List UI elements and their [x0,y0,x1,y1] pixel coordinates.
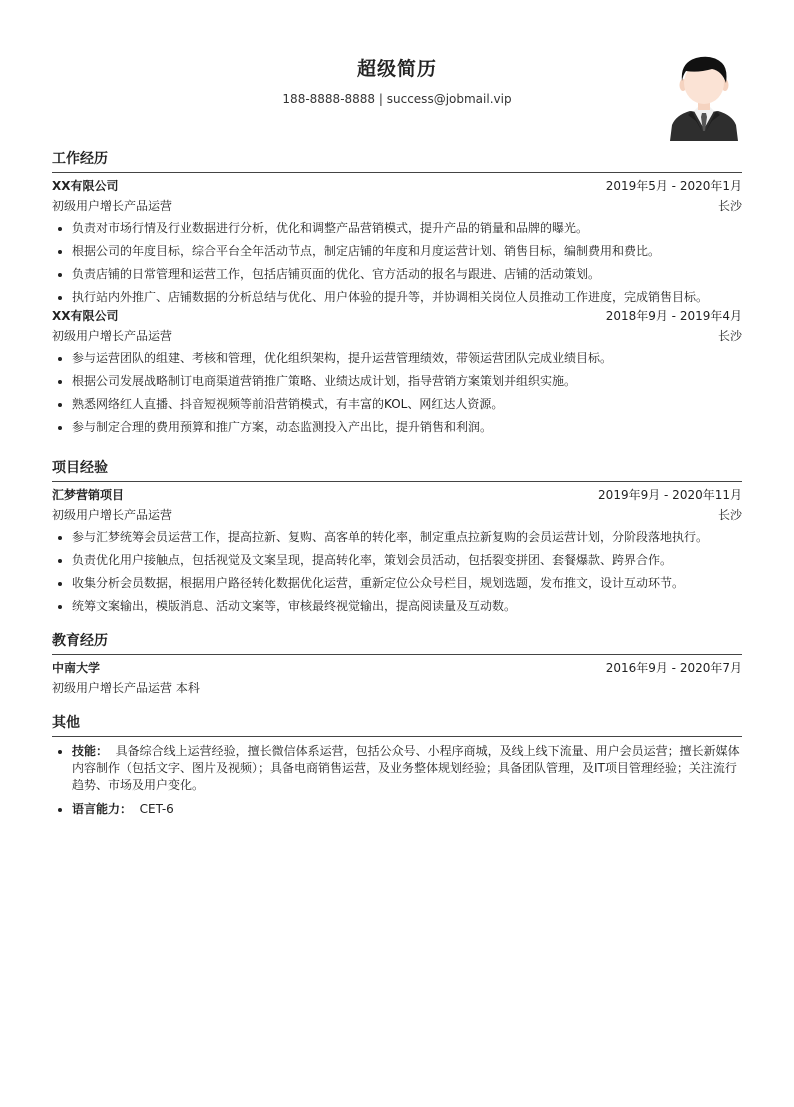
list-item: • 执行站内外推广、店铺数据的分析总结与优化、用户体验的提升等，并协调相关岗位人员推动工作进度，完成销售目标。 [72,289,742,305]
candidate-name: 超级简历 [356,58,437,80]
list-item: • 收集分析会员数据，根据用户路径转化数据优化运营，重新定位公众号栏目，规划选题，发布推文，设计互动环节。 [72,575,742,591]
phone-number: 188-8888-8888 [282,92,376,106]
work-bullets [52,220,742,305]
other-section-title: 其他 [52,714,742,737]
education-section [52,632,742,698]
project-name: 汇梦营销项目 [52,488,125,502]
company-name: XX有限公司 [52,179,119,193]
project-role: 初级用户增长产品运营 [52,508,173,522]
company-name: XX有限公司 [52,309,119,323]
work-location: 长沙 [717,199,742,213]
other-bullets [52,743,742,817]
list-item: • 负责优化用户接触点，包括视觉及文案呈现，提高转化率，策划会员活动，包括裂变拼团、套餐爆款、跨界合作。 [72,552,742,568]
contact-separator: | [375,92,387,106]
job-role: 初级用户增长产品运营 [52,329,173,343]
email-address: success@jobmail.vip [386,92,512,106]
work-section [52,150,742,442]
education-detail: 初级用户增长产品运营 本科 [52,681,200,695]
list-item: • 负责对市场行情及行业数据进行分析，优化和调整产品营销模式，提升产品的销量和品牌的曝光。 [72,220,742,236]
list-item: • 根据公司发展战略制订电商渠道营销推广策略、业绩达成计划，指导营销方案策划并组织实施。 [72,373,742,389]
list-item: • 熟悉网络红人直播、抖音短视频等前沿营销模式，有丰富的KOL、网红达人资源。 [72,396,742,412]
contact-line [52,91,742,107]
job-role: 初级用户增长产品运营 [52,199,173,213]
work-entry [52,176,742,305]
list-item: • 参与汇梦统筹会员运营工作，提高拉新、复购、高客单的转化率，制定重点拉新复购的会员运营计划，分阶段落地执行。 [72,529,742,545]
skills-item [72,743,742,794]
school-name: 中南大学 [52,661,101,675]
work-bullets [52,350,742,435]
work-entry [52,306,742,435]
list-item: • 参与制定合理的费用预算和推广方案，动态监测投入产出比，提升销售和利润。 [72,419,742,435]
work-location: 长沙 [717,329,742,343]
project-location: 长沙 [717,508,742,522]
education-section-title: 教育经历 [52,632,742,655]
language-label: 语言能力： [72,802,133,816]
project-bullets [52,529,742,614]
business-man-avatar-icon [668,55,740,141]
other-section [52,714,742,824]
project-entry [52,485,742,614]
projects-section [52,459,742,621]
list-item: • 负责店铺的日常管理和运营工作，包括店铺页面的优化、官方活动的报名与跟进、店铺的活动策划。 [72,266,742,282]
project-period: 2019年9月 - 2020年11月 [598,488,742,502]
work-period: 2019年5月 - 2020年1月 [605,179,742,193]
education-period: 2016年9月 - 2020年7月 [605,661,742,675]
work-section-title: 工作经历 [52,150,742,173]
skills-text: 具备综合线上运营经验，擅长微信体系运营，包括公众号、小程序商城，及线上线下流量、用户会员运营；擅长新媒体内容制作（包括文字、图片及视频）；具备电商销售运营，及业务整体规划经验；具备团队管理，及IT项目管理经验；关注流行趋势、市场及用户变化。 [72,744,740,792]
language-item [72,801,742,817]
list-item: • 统筹文案输出，模版消息、活动文案等，审核最终视觉输出，提高阅读量及互动数。 [72,598,742,614]
education-entry [52,658,742,698]
projects-section-title: 项目经验 [52,459,742,482]
list-item: • 根据公司的年度目标，综合平台全年活动节点，制定店铺的年度和月度运营计划、销售目标，编制费用和费比。 [72,243,742,259]
resume-header [52,56,742,107]
work-period: 2018年9月 - 2019年4月 [605,309,742,323]
list-item: • 参与运营团队的组建、考核和管理，优化组织架构，提升运营管理绩效，带领运营团队完成业绩目标。 [72,350,742,366]
language-text: CET-6 [139,802,174,816]
skills-label: 技能： [72,744,109,758]
